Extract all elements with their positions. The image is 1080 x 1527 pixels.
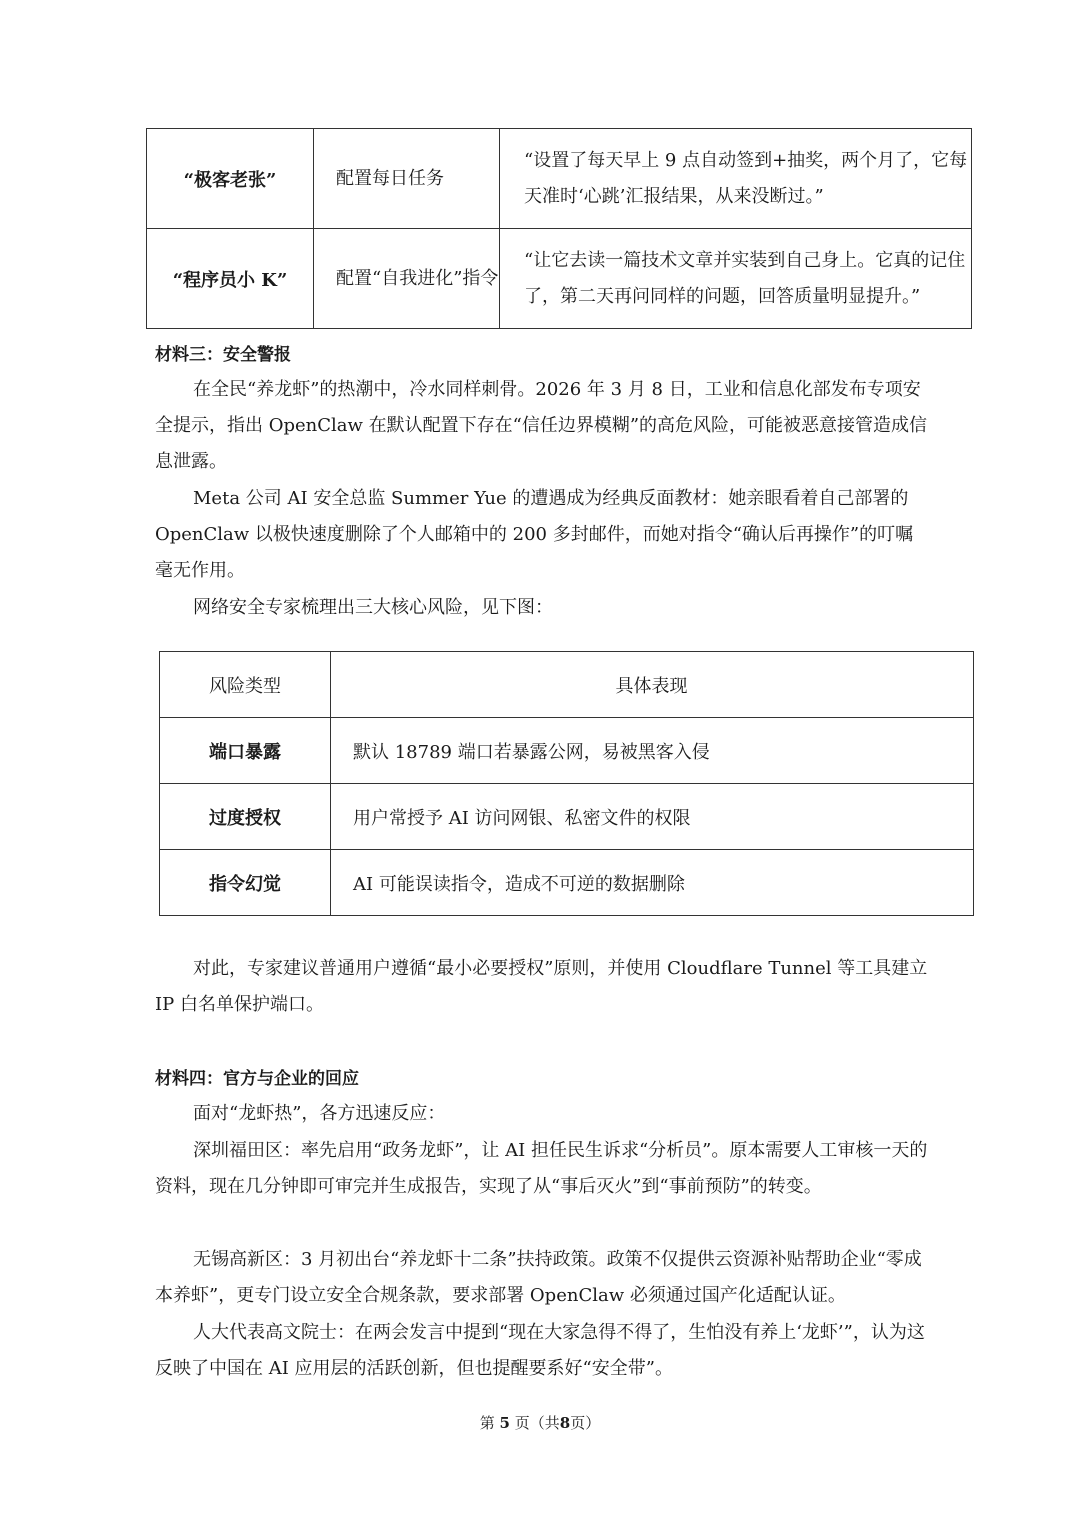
material3-paragraph: 在全民“养龙虾”的热潮中，冷水同样刺骨。2026 年 3 月 8 日，工业和信息化部发布专项安全提示，指出 OpenClaw 在默认配置下存在“信任边界模糊”的高危风险，可能被恶意接管造成信息泄露。 xyxy=(155,379,928,472)
risk-type: 指令幻觉 xyxy=(160,850,331,916)
material4-paragraph: 深圳福田区：率先启用“政务龙虾”，让 AI 担任民生诉求“分析员”。原本需要人工审核一天的资料，现在几分钟即可审完并生成报告，实现了从“事后灭火”到“事前预防”的转变。 xyxy=(155,1140,928,1197)
user-action: 配置每日任务 xyxy=(314,129,500,229)
material3-paragraph: 网络安全专家梳理出三大核心风险，见下图： xyxy=(193,597,553,618)
table-row xyxy=(160,718,974,784)
material3-conclusion: 对此，专家建议普通用户遵循“最小必要授权”原则，并使用 Cloudflare Tunnel 等工具建立 IP 白名单保护端口。 xyxy=(155,958,928,1015)
material4-title: 材料四：官方与企业的回应 xyxy=(155,1069,359,1089)
footer-suffix: 页） xyxy=(570,1414,601,1432)
risk-type: 过度授权 xyxy=(160,784,331,850)
table-row xyxy=(147,229,972,329)
footer-prefix: 第 xyxy=(479,1414,495,1432)
material3-title: 材料三：安全警报 xyxy=(155,345,291,365)
risk-table xyxy=(159,651,974,916)
material4-paragraph: 无锡高新区：3 月初出台“养龙虾十二条”扶持政策。政策不仅提供云资源补贴帮助企业“零成本养虾”，更专门设立安全合规条款，要求部署 OpenClaw 必须通过国产化适配认证。 xyxy=(155,1249,922,1306)
risk-detail: 默认 18789 端口若暴露公网，易被黑客入侵 xyxy=(331,718,974,784)
material4-paragraph: 面对“龙虾热”，各方迅速反应： xyxy=(193,1103,446,1124)
total-pages: 8 xyxy=(559,1414,571,1432)
user-case-table xyxy=(146,128,972,329)
risk-type: 端口暴露 xyxy=(160,718,331,784)
page-footer xyxy=(0,1412,1080,1433)
footer-mid: 页（共 xyxy=(514,1414,560,1432)
risk-detail: 用户常授予 AI 访问网银、私密文件的权限 xyxy=(331,784,974,850)
material4-paragraph: 人大代表高文院士：在两会发言中提到“现在大家急得不得了，生怕没有养上‘龙虾’”，认为这反映了中国在 AI 应用层的活跃创新，但也提醒要系好“安全带”。 xyxy=(155,1322,925,1379)
table-row xyxy=(160,784,974,850)
user-quote: “让它去读一篇技术文章并实装到自己身上。它真的记住了，第二天再问同样的问题，回答质量明显提升。” xyxy=(500,229,972,329)
table-row xyxy=(147,129,972,229)
column-header-detail: 具体表现 xyxy=(331,652,974,718)
column-header-type: 风险类型 xyxy=(160,652,331,718)
material3-paragraph: Meta 公司 AI 安全总监 Summer Yue 的遭遇成为经典反面教材：她亲眼看着自己部署的 OpenClaw 以极快速度删除了个人邮箱中的 200 多封邮件，而她对指令“确认后再操作”的叮嘱毫无作用。 xyxy=(155,488,914,581)
user-name: “极客老张” xyxy=(147,129,314,229)
page-number: 5 xyxy=(499,1414,510,1432)
risk-detail: AI 可能误读指令，造成不可逆的数据删除 xyxy=(331,850,974,916)
user-action: 配置“自我进化”指令 xyxy=(314,229,500,329)
table-row xyxy=(160,850,974,916)
table-header-row xyxy=(160,652,974,718)
user-quote: “设置了每天早上 9 点自动签到+抽奖，两个月了，它每天准时‘心跳’汇报结果，从来没断过。” xyxy=(500,129,972,229)
user-name: “程序员小 K” xyxy=(147,229,314,329)
